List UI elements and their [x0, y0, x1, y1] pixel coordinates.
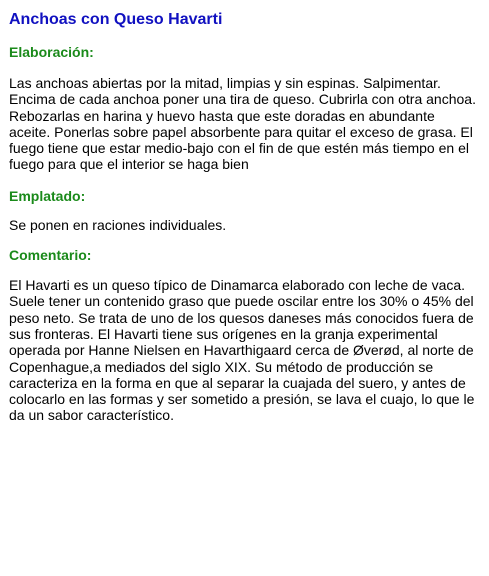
section-heading-elaboracion: Elaboración: [9, 44, 94, 60]
section-text-elaboracion: Las anchoas abiertas por la mitad, limpias y sin espinas. Salpimentar. Encima de cada anchoa poner una tira de queso. Cubrirla con otra anchoa. Rebozarlas en harina y huevo hasta que este doradas en abundante aceite. Ponerlas sobre papel absorbente para quitar el exceso de grasa. El fuego tiene que estar medio-bajo con el fin de que estén más tiempo en el fuego para que el interior se haga bien [9, 75, 476, 173]
section-heading-comentario: Comentario: [9, 247, 92, 264]
section-text-comentario: El Havarti es un queso típico de Dinamarca elaborado con leche de vaca. Suele tener un contenido graso que puede oscilar entre los 30% o 45% del peso neto. Se trata de uno de los quesos daneses más conocidos fuera de sus fronteras. El Havarti tiene sus orígenes en la granja experimental operada por Hanne Nielsen en Havarthigaard cerca de Øverød, al norte de Copenhague,a mediados del siglo XIX. Su método de producción se caracteriza en la forma en que al separar la cuajada del suero, y antes de colocarlo en las formas y ser sometido a presión, se lava el cuajo, lo que le da un sabor característico. [9, 277, 475, 424]
section-heading-emplatado: Emplatado: [9, 187, 86, 204]
recipe-title: Anchoas con Queso Havarti [9, 11, 223, 28]
section-text-emplatado: Se ponen en raciones individuales. [9, 216, 227, 233]
